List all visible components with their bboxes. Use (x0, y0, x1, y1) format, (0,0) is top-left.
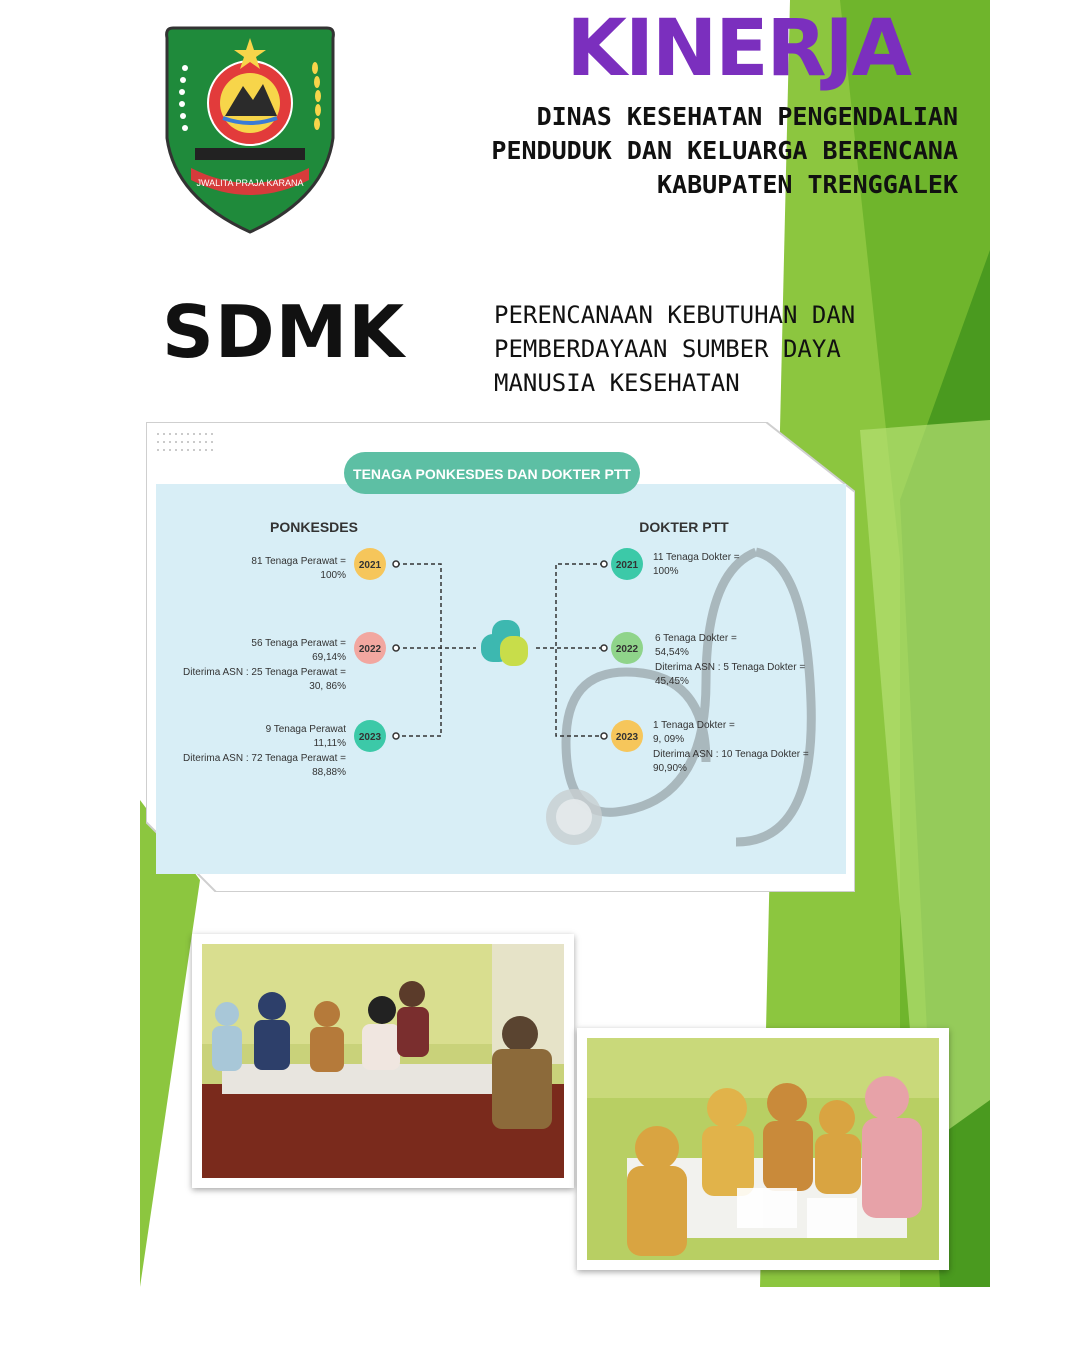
dokter-2023-line-1: 1 Tenaga Dokter = (653, 720, 735, 731)
ponkesdes-2022-line-4: 30, 86% (309, 681, 346, 692)
ponkesdes-2023-year: 2023 (358, 732, 382, 743)
description-line-1: PERENCANAAN KEBUTUHAN DAN (494, 301, 856, 329)
ponkesdes-2023-line-4: 88,88% (312, 767, 346, 778)
dokter-2023-line-3: Diterima ASN : 10 Tenaga Dokter = (653, 749, 809, 760)
agency-line-2: PENDUDUK DAN KELUARGA BERENCANA (491, 136, 958, 165)
poster (140, 0, 990, 1287)
infographic-panel (156, 484, 846, 874)
dokter-2022-line-4: 45,45% (655, 676, 689, 687)
ponkesdes-2023-line-1: 9 Tenaga Perawat (265, 724, 346, 735)
ponkesdes-2022-line-2: 69,14% (312, 652, 346, 663)
dokter-2022-line-3: Diterima ASN : 5 Tenaga Dokter = (655, 662, 806, 673)
workshop-photo-image (587, 1038, 939, 1260)
ponkesdes-2022-year: 2022 (358, 644, 382, 655)
dokter-2023-year: 2023 (615, 732, 639, 743)
infographic-slide (146, 422, 855, 892)
dokter-2022-year: 2022 (615, 644, 639, 655)
meeting-photo-image (202, 944, 564, 1178)
ponkesdes-2021-line-2: 100% (320, 570, 346, 581)
ponkesdes-2022-line-3: Diterima ASN : 25 Tenaga Perawat = (183, 667, 346, 678)
section-heading: SDMK (162, 290, 406, 374)
dokter-2021-year: 2021 (615, 560, 639, 571)
ponkesdes-2023-line-3: Diterima ASN : 72 Tenaga Perawat = (183, 753, 346, 764)
meeting-photo (192, 934, 574, 1188)
agency-line-1: DINAS KESEHATAN PENGENDALIAN (536, 102, 958, 131)
ponkesdes-2022-line-1: 56 Tenaga Perawat = (251, 638, 346, 649)
description-line-3: MANUSIA KESEHATAN (494, 369, 740, 397)
ponkesdes-2023-line-2: 11,11% (313, 738, 346, 749)
dokter-ptt-heading: DOKTER PTT (639, 519, 729, 535)
agency-line-3: KABUPATEN TRENGGALEK (656, 170, 958, 199)
section-description (494, 298, 934, 400)
infographic-title: TENAGA PONKESDES DAN DOKTER PTT (353, 466, 631, 482)
trenggalek-emblem-logo (165, 18, 335, 236)
dokter-2023-line-4: 90,90% (653, 763, 687, 774)
ponkesdes-2021-line-1: 81 Tenaga Perawat = (251, 556, 346, 567)
workshop-photo (577, 1028, 949, 1270)
dokter-2023-line-2: 9, 09% (653, 734, 685, 745)
description-line-2: PEMBERDAYAAN SUMBER DAYA (494, 335, 841, 363)
ponkesdes-2021-year: 2021 (358, 560, 382, 571)
dokter-2021-line-1: 11 Tenaga Dokter = (653, 552, 740, 563)
ponkesdes-heading: PONKESDES (270, 519, 358, 535)
kinerja-title: KINERJA (566, 4, 910, 94)
logo-motto: JWALITA PRAJA KARANA (196, 178, 304, 188)
dokter-2021-line-2: 100% (653, 566, 679, 577)
agency-name (398, 100, 958, 202)
dokter-2022-line-2: 54,54% (655, 647, 689, 658)
dokter-2022-line-1: 6 Tenaga Dokter = (655, 633, 737, 644)
